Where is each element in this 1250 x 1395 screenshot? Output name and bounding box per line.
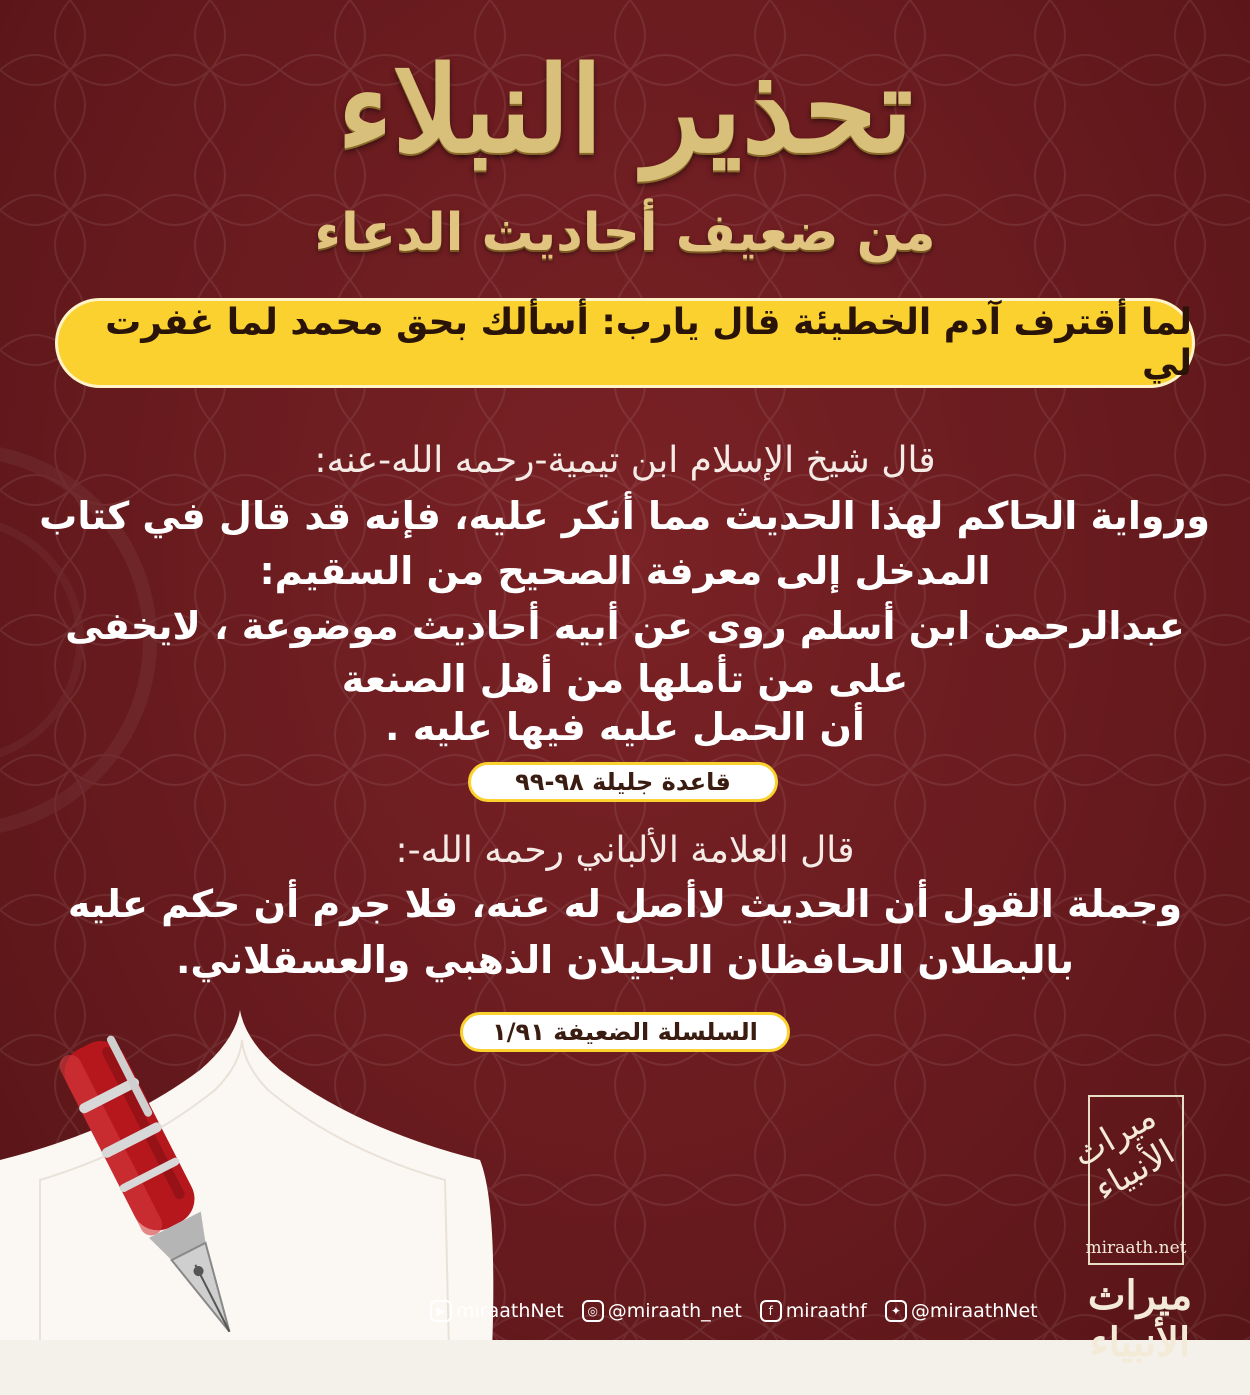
quote1-intro: قال شيخ الإسلام ابن تيمية-رحمه الله-عنه: <box>314 440 936 481</box>
social-handles <box>430 1296 1038 1326</box>
social-youtube[interactable] <box>430 1300 564 1322</box>
quote2-line: بالبطلان الحافظان الجليلان الذهبي والعسقلاني. <box>175 938 1074 982</box>
youtube-icon: ▶ <box>430 1300 452 1322</box>
social-facebook[interactable] <box>760 1300 867 1322</box>
social-handle: miraathNet <box>456 1300 564 1322</box>
social-handle: @miraathNet <box>910 1300 1038 1322</box>
source-text: السلسلة الضعيفة ١/٩١ <box>492 1018 758 1046</box>
hadith-text: لما أقترف آدم الخطيئة قال يارب: أسألك بحق محمد لما غفرت لي <box>105 302 1192 384</box>
instagram-icon: ◎ <box>582 1300 604 1322</box>
source-text: قاعدة جليلة ٩٨-٩٩ <box>515 768 731 796</box>
quote2-intro: قال العلامة الألباني رحمه الله-: <box>395 830 855 871</box>
social-instagram[interactable] <box>582 1300 742 1322</box>
social-handle: miraathf <box>785 1300 867 1322</box>
quote1-line: ورواية الحاكم لهذا الحديث مما أنكر عليه، فإنه قد قال في كتاب <box>39 494 1210 538</box>
source-badge-1 <box>468 762 778 802</box>
pen-illustration <box>40 1020 270 1360</box>
twitter-icon: ✦ <box>885 1300 907 1322</box>
facebook-icon: f <box>760 1300 782 1322</box>
subtitle: من ضعيف أحاديث الدعاء <box>314 203 936 263</box>
hadith-banner <box>55 298 1195 388</box>
quote1-line: على من تأملها من أهل الصنعة <box>341 657 909 701</box>
quote1-line: عبدالرحمن ابن أسلم روى عن أبيه أحاديث موضوعة ، لايخفى <box>65 604 1185 648</box>
logo-url[interactable]: miraath.net <box>1085 1238 1187 1258</box>
quote2-line: وجملة القول أن الحديث لاأصل له عنه، فلا جرم أن حكم عليه <box>67 882 1183 926</box>
social-handle: @miraath_net <box>607 1300 742 1322</box>
logo-calligraphy: ميراث الأنبياء <box>1066 1096 1182 1210</box>
quote1-line: المدخل إلى معرفة الصحيح من السقيم: <box>259 549 991 593</box>
brand-name: ميراث الأنبياء <box>1087 1272 1193 1366</box>
quote1-line: أن الحمل عليه فيها عليه . <box>385 705 865 749</box>
social-twitter[interactable] <box>885 1300 1038 1322</box>
title-calligraphy: تحذير النبلاء <box>337 40 913 179</box>
